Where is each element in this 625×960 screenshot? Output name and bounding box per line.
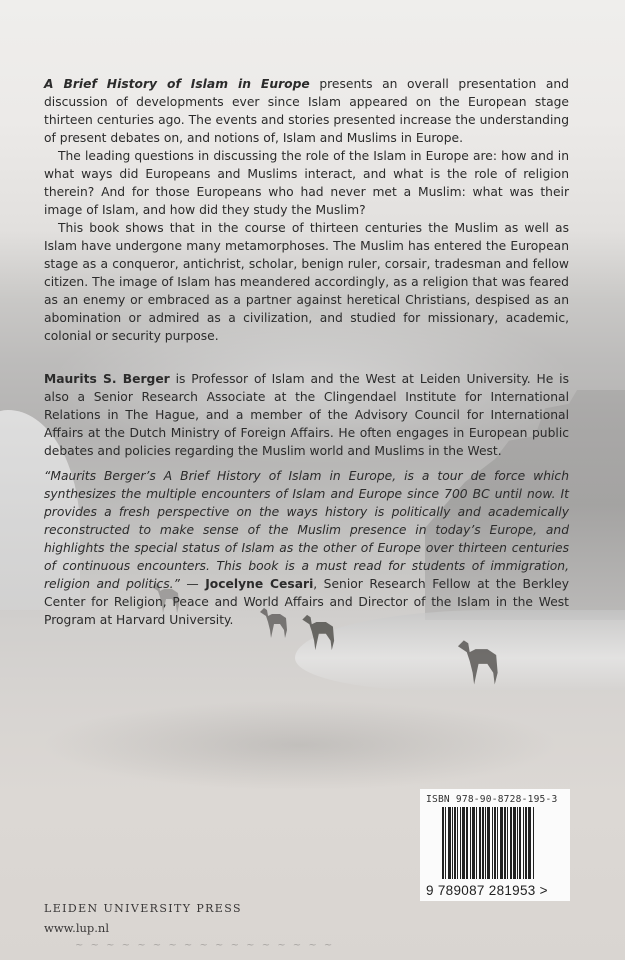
author-name: Maurits S. Berger (44, 372, 170, 386)
reviewer-name: Jocelyne Cesari (205, 577, 314, 591)
reviewer-affiliation: , Senior Research Fellow at the Berkley Center for Religion, Peace and World Affairs and Director of the Islam in the West Program at Harvard University. (44, 577, 569, 627)
publisher-name: LEIDEN UNIVERSITY PRESS (44, 902, 242, 915)
publisher-url[interactable]: www.lup.nl (44, 921, 110, 935)
isbn-barcode (420, 789, 570, 901)
description-paragraph-3: This book shows that in the course of thirteen centuries the Muslim as well as Islam have undergone many metamorphoses. The Muslim has entered the European stage as a conqueror, antichrist, scholar, benign ruler, corsair, tradesman and fellow citizen. The image of Islam has meandered accordingly, as a religion that was feared as an enemy or embraced as a partner against heretical Christians, despised as an abomination or admired as a civilization, and studied for missionary, academic, colonial or security purpose. (44, 221, 569, 343)
background-sand (40, 700, 560, 790)
isbn-label: ISBN 978-90-8728-195-3 (426, 794, 558, 805)
endorsement-quote: “Maurits Berger’s A Brief History of Islam in Europe, is a tour de force which synthesizes the multiple encounters of Islam and Europe since 700 BC until now. It provides a fresh perspective on the ways history is politically and academically reconstructed to make sense of the Muslim presence in today’s Europe, and highlights the special status of Islam as the other of Europe over thirteen centuries of continuous encounters. This book is a must read for students of immigration, religion and politics.” (44, 469, 569, 591)
description-paragraph-1: A Brief History of Islam in Europe presents an overall presentation and discussion of developments ever since Islam appeared on the European stage thirteen centuries ago. The events and stories presented increase the understanding of present debates on, and notions of, Islam and Muslims in Europe. (44, 77, 569, 145)
description-paragraph-2: The leading questions in discussing the role of the Islam in Europe are: how and in what ways did Europeans and Muslims interact, and what is the role of religion therein? And for those Europeans who had never met a Muslim: what was their image of Islam, and how did they study the Muslim? (44, 149, 569, 217)
author-bio: Maurits S. Berger is Professor of Islam and the West at Leiden University. He is also a Senior Research Associate at the Clingendael Institute for International Relations in The Hague, and a member of the Advisory Council for International Affairs at the Dutch Ministry of Foreign Affairs. He often engages in European public debates and policies regarding the Muslim world and Muslims in the West. (44, 372, 569, 458)
book-title: A Brief History of Islam in Europe (44, 77, 310, 91)
barcode-number: 9 789087 281953 > (426, 883, 548, 898)
barcode-icon (442, 807, 554, 879)
illustration-caption-faded: ~ ~ ~ ~ ~ ~ ~ ~ ~ ~ ~ ~ ~ ~ ~ ~ ~ (75, 940, 335, 951)
book-description (44, 75, 569, 345)
camel-icon (455, 625, 505, 691)
endorsement: “Maurits Berger’s A Brief History of Islam in Europe, is a tour de force which synthesizes the multiple encounters of Islam and Europe since 700 BC until now. It provides a fresh perspective on the ways history is politically and academically reconstructed to make sense of the Muslim presence in today’s Europe, and highlights the special status of Islam as the other of Europe over thirteen centuries of continuous encounters. This book is a must read for students of immigration, religion and politics.” — Jocelyne Cesari, Senior Research Fellow at the Berkley Center for Religion, Peace and World Affairs and Director of the Islam in the West Program at Harvard University. (44, 469, 569, 627)
